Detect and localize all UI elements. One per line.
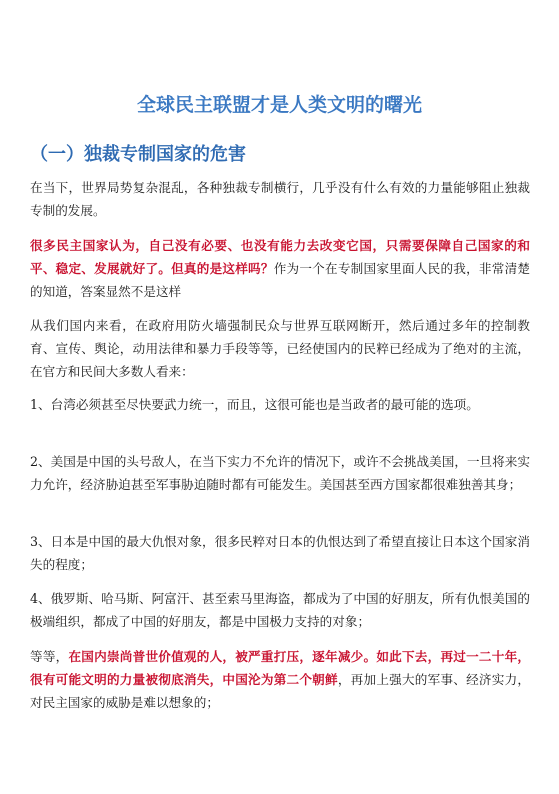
list-item-japan: 3、日本是中国的最大仇恨对象，很多民粹对日本的仇恨达到了希望直接让日本这个国家消失的程度； bbox=[30, 534, 530, 572]
paragraph-domestic: 从我们国内来看，在政府用防火墙强制民众与世界互联网断开，然后通过多年的控制教育、宣传、舆论，动用法律和暴力手段等等，已经使国内的民粹已经成为了绝对的主流，在官方和民间大多数人看来： bbox=[30, 318, 530, 379]
list-item-allies: 4、俄罗斯、哈马斯、阿富汗、甚至索马里海盗，都成为了中国的好朋友，所有仇恨美国的极端组织，都成了中国的好朋友，都是中国极力支持的对象； bbox=[30, 591, 530, 629]
paragraph-text: 作为一个在专制国家里面人民的我，非常清楚的知道，答案显然不是这样 bbox=[30, 261, 531, 299]
paragraph-conclusion bbox=[30, 645, 530, 714]
page-title: 全球民主联盟才是人类文明的曙光 bbox=[136, 94, 422, 116]
paragraph-text: ，再加上强大的军事、经济实力，对民主国家的威胁是难以想象的； bbox=[30, 672, 531, 710]
section-heading: （一）独裁专制国家的危害 bbox=[30, 144, 246, 165]
list-item-usa: 2、美国是中国的头号敌人，在当下实力不允许的情况下，或许不会挑战美国，一旦将来实力允许，经济胁迫甚至军事胁迫随时都有可能发生。美国甚至西方国家都很难独善其身； bbox=[30, 454, 530, 492]
paragraph-question bbox=[30, 234, 530, 303]
emphasis-text: 在国内崇尚普世价值观的人，被严重打压，逐年减少。如此下去，再过一二十年，很有可能文明的力量被彻底消失，中国沦为第二个朝鲜 bbox=[30, 649, 531, 687]
emphasis-text: 很多民主国家认为，自己没有必要、也没有能力去改变它国，只需要保障自己国家的和平、稳定、发展就好了。但真的是这样吗？ bbox=[30, 238, 530, 276]
paragraph-intro: 在当下，世界局势复杂混乱，各种独裁专制横行，几乎没有什么有效的力量能够阻止独裁专制的发展。 bbox=[30, 180, 530, 218]
list-item-taiwan: 1、台湾必须甚至尽快要武力统一，而且，这很可能也是当政者的最可能的选项。 bbox=[30, 397, 479, 412]
paragraph-lead: 等等， bbox=[30, 649, 69, 664]
